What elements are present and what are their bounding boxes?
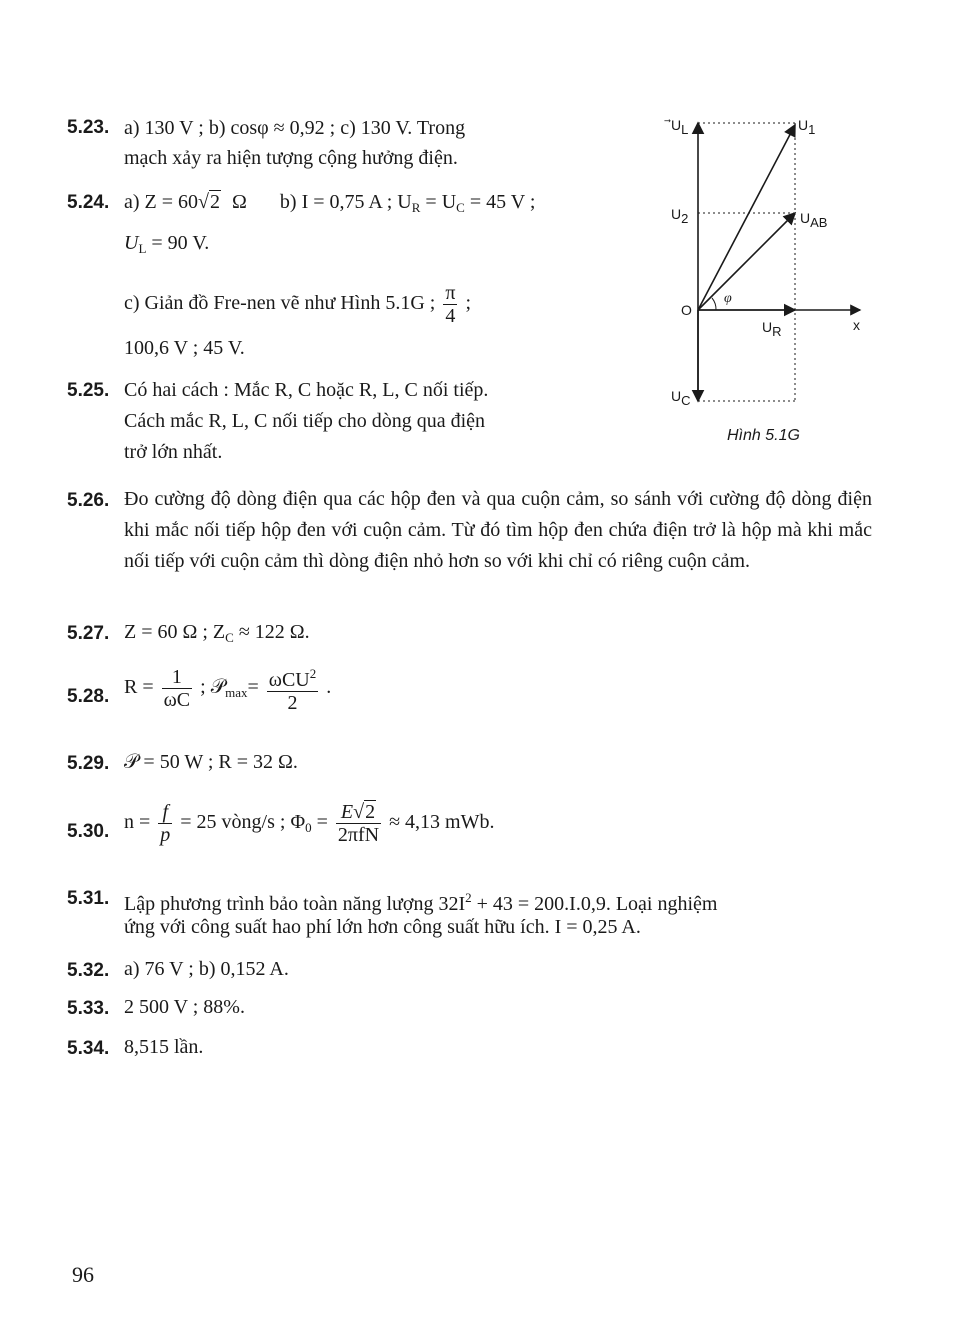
label-x: x <box>853 317 860 333</box>
item-5-33-text: 2 500 V ; 88%. <box>124 996 245 1018</box>
label-uab: $U_{AB}$ <box>800 210 828 230</box>
item-number-5-33: 5.33. <box>67 998 110 1019</box>
item-5-27-text: Z = 60 Ω ; $Z_C \approx 122$ Ω. <box>124 621 310 645</box>
page-number: 96 <box>72 1262 94 1287</box>
item-5-24-part-c-line2: 100,6 V ; 45 V. <box>124 337 245 359</box>
item-number-5-27: 5.27. <box>67 623 110 644</box>
label-u2: $U_2$ <box>671 206 689 226</box>
item-5-28-formula: R = $\frac{1}{\omega C}$ ; 𝒫$_{max}$= $\frac{\omega CU^2}{2}$ . <box>124 662 331 718</box>
item-number-5-28: 5.28. <box>67 686 110 707</box>
item-number-5-25: 5.25. <box>67 380 110 401</box>
uab-vector <box>698 213 795 310</box>
item-number-5-23: 5.23. <box>67 117 110 138</box>
unit-ohm: Ω <box>232 191 247 213</box>
item-number-5-34: 5.34. <box>67 1038 110 1059</box>
item-5-24-line2: $U_L = 90$ V. <box>124 232 210 256</box>
label-phi: φ <box>724 291 732 306</box>
label-uc: $U_C$ <box>671 388 691 408</box>
item-5-26-text: Đo cường độ dòng điện qua các hộp đen và qua cuộn cảm, so sánh với cường độ dòng điện khi mắc nối tiếp hộp đen với cuộn cảm. Từ đó tìm hộp đen chứa điện trở là hộp mà khi mắc nối tiếp với cuộn cảm thì dòng điện nhỏ hơn so với khi chỉ có riêng cuộn cảm. <box>124 488 872 572</box>
item-5-23-line2: mạch xảy ra hiện tượng cộng hưởng điện. <box>124 147 458 169</box>
item-number-5-31: 5.31. <box>67 888 110 909</box>
item-number-5-32: 5.32. <box>67 960 110 981</box>
fraction-r: $\frac{1}{\omega C}$ <box>163 665 191 711</box>
item-number-5-29: 5.29. <box>67 753 110 774</box>
item-number-5-26: 5.26. <box>67 490 110 511</box>
fraction-n: $\frac{f}{p}$ <box>160 800 171 846</box>
figure-caption: Hình 5.1G <box>727 427 800 444</box>
label-ul: $U_L$ <box>671 117 689 137</box>
sqrt-sign: √ <box>198 191 210 213</box>
item-5-34-text: 8,515 lần. <box>124 1036 204 1058</box>
label-origin: O <box>681 302 692 318</box>
label-ur: $U_R$ <box>762 319 782 339</box>
fraction-pmax: $\frac{\omega CU^2}{2}$ <box>268 665 317 714</box>
item-5-25-line1: Có hai cách : Mắc R, C hoặc R, L, C nối tiếp. <box>124 379 489 401</box>
item-5-24-part-c: c) Giản đồ Fre-nen vẽ như Hình 5.1G ; $\frac{\pi}{4}$ ; <box>124 281 471 327</box>
item-5-31-line1: Lập phương trình bảo toàn năng lượng $32I^2 + 43 = 200.I.0,9$. Loại nghiệm <box>124 890 718 915</box>
item-5-31-line2: ứng với công suất hao phí lớn hơn công suất hữu ích. I = 0,25 A. <box>124 916 641 938</box>
item-5-25-line3: trở lớn nhất. <box>124 441 223 463</box>
item-5-25-line2: Cách mắc R, L, C nối tiếp cho dòng qua điện <box>124 410 486 432</box>
u1-vector <box>698 125 795 310</box>
item-5-24-line1 <box>124 187 535 223</box>
answer-b: b) I = 0,75 A ; $U_R = U_C = 45$ V ; <box>279 191 536 215</box>
item-number-5-30: 5.30. <box>67 821 110 842</box>
item-5-30-formula: n = $\frac{f}{p}$ = 25 vòng/s ; $\Phi_0$ = $\frac{E√2}{\text{2πfN}}$ ≈ 4,13 mWb. <box>124 800 495 846</box>
fraction-phi0: $\frac{E√2}{\text{2πfN}}$ <box>337 800 380 846</box>
phi-arc <box>712 298 716 310</box>
fraction-pi-over-4: $\frac{\pi}{4}$ <box>445 281 456 327</box>
phasor-diagram <box>660 105 880 425</box>
sqrt-arg: 2 <box>210 191 221 213</box>
label-u1: $U_1$ <box>798 117 816 137</box>
answer-a: a) Z = 60 <box>124 191 199 213</box>
item-5-32-text: a) 76 V ; b) 0,152 A. <box>124 958 289 980</box>
item-5-23-line1: a) 130 V ; b) cosφ ≈ 0,92 ; c) 130 V. Trong <box>124 117 466 139</box>
item-5-29-text: 𝒫 = 50 W ; R = 32 Ω. <box>124 751 298 773</box>
item-number-5-24: 5.24. <box>67 192 110 213</box>
